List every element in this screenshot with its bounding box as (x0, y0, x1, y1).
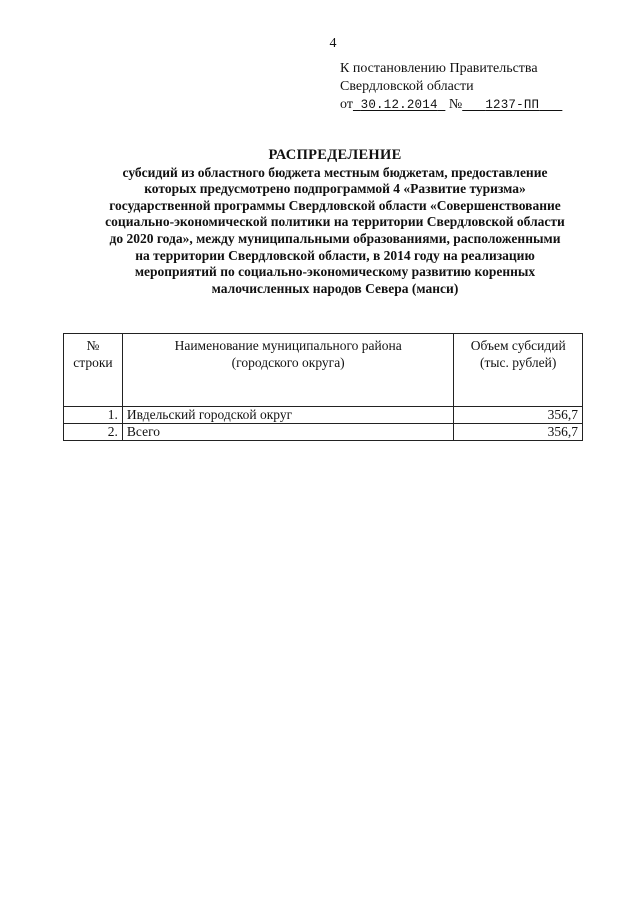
resolution-date: 30.12.2014 (360, 98, 438, 112)
subtitle-line: которых предусмотрено подпрограммой 4 «Развитие туризма» (144, 181, 526, 197)
resolution-number: 1237-ПП (485, 98, 540, 112)
table-header-row (64, 334, 583, 407)
distribution-table (63, 333, 583, 441)
appendix-reference (340, 60, 600, 114)
header-subsidy-amount: Объем субсидий (тыс. рублей) (454, 334, 583, 407)
subtitle-line: на территории Свердловской области, в 2014 году на реализацию (135, 247, 535, 263)
document-title: РАСПРЕДЕЛЕНИЕ (268, 147, 402, 163)
subtitle-line: до 2020 года», между муниципальными образованиями, расположенными (109, 230, 561, 246)
municipality-name: Ивдельский городской округ (122, 407, 454, 424)
table-row (64, 407, 583, 424)
subtitle-line: мероприятий по социально-экономическому развитию коренных (134, 264, 536, 280)
appendix-date-line (340, 96, 600, 114)
table-row (64, 424, 583, 441)
subtitle-line: государственной программы Свердловской области «Совершенствование (109, 197, 561, 213)
appendix-line-1: К постановлению Правительства (340, 61, 538, 76)
number-prefix: № (448, 97, 463, 112)
subsidy-amount: 356,7 (454, 407, 583, 424)
subtitle-line: малочисленных народов Севера (манси) (211, 280, 459, 296)
page-number: 4 (329, 36, 337, 51)
row-number: 2. (64, 424, 123, 441)
row-number: 1. (64, 407, 123, 424)
subsidy-amount: 356,7 (454, 424, 583, 441)
appendix-line-2: Свердловской области (340, 79, 474, 94)
subtitle-line: субсидий из областного бюджета местным бюджетам, предоставление (122, 164, 548, 180)
date-prefix: от (340, 97, 353, 112)
document-heading (70, 147, 600, 297)
municipality-name: Всего (122, 424, 454, 441)
subtitle-line: социально-экономической политики на территории Свердловской области (105, 214, 565, 230)
header-row-number: № строки (64, 334, 123, 407)
header-municipality-name: Наименование муниципального района (городского округа) (122, 334, 454, 407)
document-subtitle (70, 165, 600, 298)
